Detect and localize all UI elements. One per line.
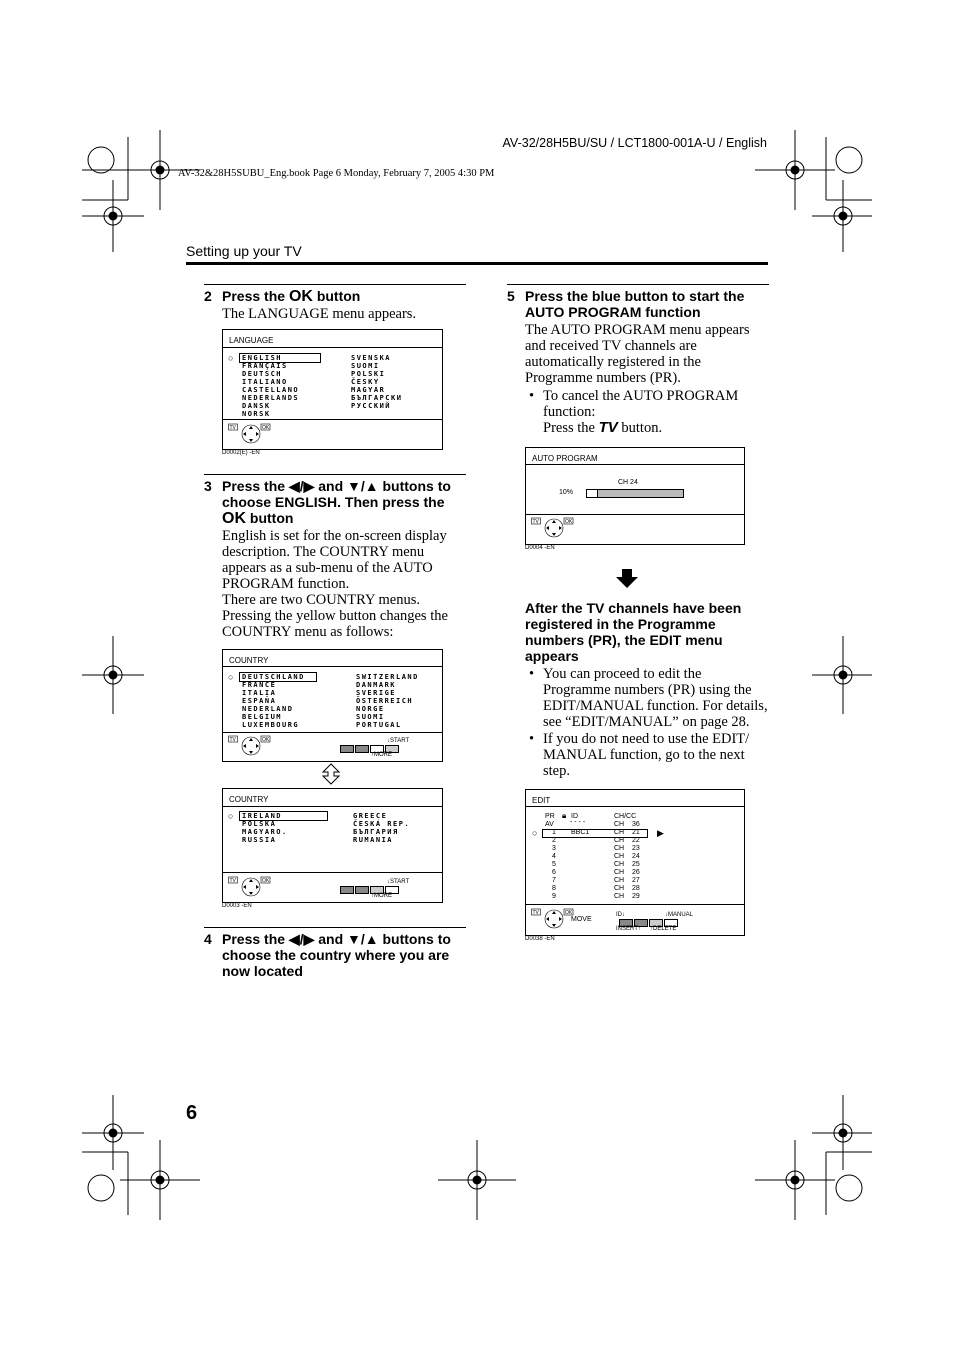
body-line: You can proceed to edit the	[543, 666, 702, 682]
step3-heading-line: choose ENGLISH. Then press the	[222, 494, 445, 510]
after-bullet-2	[543, 731, 749, 779]
step2-heading-post: button	[316, 288, 361, 304]
row-pr: 4	[552, 853, 556, 860]
step3-heading-post: button	[249, 510, 294, 526]
pointer-icon: ○	[228, 811, 234, 821]
step2-body: The LANGUAGE menu appears.	[222, 306, 417, 322]
menu-item: FRANCE	[242, 681, 277, 689]
step4-number: 4	[204, 931, 212, 947]
divider	[223, 732, 442, 733]
after-heading-line: numbers (PR), the EDIT menu	[525, 632, 723, 648]
section-title: Setting up your TV	[186, 243, 302, 259]
screen-title: AUTO PROGRAM	[532, 454, 598, 463]
bullet-dot: •	[529, 666, 535, 682]
pointer-icon: ○	[532, 828, 538, 838]
up-down-toggle-icon	[321, 763, 341, 785]
press-pre: Press the	[543, 420, 595, 436]
menu-item: DEUTSCHLAND	[242, 673, 305, 681]
bullet-dot: •	[529, 388, 535, 404]
svg-text:OK: OK	[565, 910, 573, 916]
step5-body	[525, 322, 749, 386]
body-line: Pressing the yellow button changes the	[222, 608, 448, 624]
remote-nav-icon	[228, 423, 274, 445]
chcc-header: CH/CC	[614, 813, 637, 820]
av-label: AV	[545, 821, 554, 828]
row-num: 27	[632, 877, 640, 884]
section-rule	[186, 262, 768, 265]
step2-heading-pre: Press the	[222, 288, 286, 304]
menu-item: POLSKA	[242, 820, 277, 828]
menu-item: DANSK	[242, 402, 271, 410]
after-bullet-1	[543, 666, 768, 730]
menu-item: NORGE	[356, 705, 385, 713]
av-number: 36	[632, 821, 640, 828]
id-header: ID	[571, 813, 578, 820]
svg-text:TV: TV	[532, 519, 539, 525]
language-list-col2	[351, 354, 402, 410]
step5-heading	[525, 288, 770, 320]
step2-number: 2	[204, 288, 212, 304]
menu-item: DEUTSCH	[242, 370, 283, 378]
row-num: 24	[632, 853, 640, 860]
row-pr: 1	[552, 829, 556, 836]
svg-text:OK: OK	[262, 737, 270, 743]
divider	[526, 904, 744, 905]
menu-item: РУССКИЙ	[351, 402, 392, 410]
screen-title: COUNTRY	[229, 656, 269, 665]
row-ch: CH	[614, 861, 625, 868]
table-row	[526, 861, 744, 869]
body-line: EDIT/MANUAL function. For details,	[543, 698, 768, 714]
row-pr: 7	[552, 877, 556, 884]
after-heading-line: registered in the Programme	[525, 616, 716, 632]
step3-number: 3	[204, 478, 212, 494]
body-line: The AUTO PROGRAM menu appears	[525, 322, 750, 338]
body-line: see “EDIT/MANUAL” on page 28.	[543, 714, 750, 730]
row-ch: CH	[614, 869, 625, 876]
body-line: To cancel the AUTO PROGRAM	[543, 388, 739, 404]
table-row	[526, 869, 744, 877]
body-line: and received TV channels are	[525, 338, 697, 354]
svg-text:TV: TV	[229, 737, 236, 743]
menu-item: ITALIANO	[242, 378, 288, 386]
menu-item: DANMARK	[356, 681, 397, 689]
row-num: 21	[632, 829, 640, 836]
down-arrow-icon	[616, 569, 638, 589]
row-ch: CH	[614, 893, 625, 900]
body-line: English is set for the on-screen display	[222, 528, 447, 544]
more-label: ↑MORE	[371, 752, 392, 758]
remote-nav-icon	[228, 876, 274, 898]
body-line: Programme numbers (PR).	[525, 370, 681, 386]
step5-heading-line: AUTO PROGRAM function	[525, 304, 701, 320]
svg-text:TV: TV	[229, 878, 236, 884]
menu-item: БЪЛГАРСКИ	[351, 394, 403, 402]
row-num: 28	[632, 885, 640, 892]
menu-item: MAGYARO.	[242, 828, 288, 836]
step4-rule	[204, 927, 466, 928]
country-list-col1	[242, 812, 288, 844]
table-row	[526, 837, 744, 845]
body-line: step.	[543, 763, 570, 779]
divider	[526, 464, 744, 465]
menu-item: FRANÇAIS	[242, 362, 288, 370]
row-ch: CH	[614, 845, 625, 852]
svg-text:OK: OK	[262, 425, 270, 431]
step3-heading-line: Press the ◀/▶ and ▼/▲ buttons to	[222, 478, 451, 494]
step5-rule	[507, 284, 769, 285]
figure-caption: D0038 -EN	[525, 936, 555, 942]
move-label: MOVE	[571, 916, 592, 923]
body-line: COUNTRY menu as follows:	[222, 624, 394, 640]
body-line: automatically registered in the	[525, 354, 701, 370]
row-num: 26	[632, 869, 640, 876]
step3-heading	[222, 478, 472, 527]
menu-item: ČESKY	[351, 378, 380, 386]
menu-item: ÖSTERREICH	[356, 697, 414, 705]
row-id: BBC1	[571, 829, 590, 836]
menu-item: ESPAÑA	[242, 697, 277, 705]
svg-text:OK: OK	[565, 519, 573, 525]
menu-item: SWITZERLAND	[356, 673, 419, 681]
screen-title: LANGUAGE	[229, 336, 274, 345]
ok-button-label: OK	[222, 510, 246, 527]
divider	[223, 347, 442, 348]
body-line: function:	[543, 404, 596, 420]
body-line: description. The COUNTRY menu	[222, 544, 425, 560]
divider	[526, 514, 744, 515]
step4-heading	[222, 931, 472, 979]
row-num: 23	[632, 845, 640, 852]
divider	[223, 666, 442, 667]
row-num: 22	[632, 837, 640, 844]
id-dashes: - - - -	[570, 819, 586, 826]
document-code: AV-32/28H5BU/SU / LCT1800-001A-U / English	[502, 136, 767, 150]
book-info-line: AV-32&28H5SUBU_Eng.book Page 6 Monday, February 7, 2005 4:30 PM	[178, 168, 495, 179]
tv-button-label: TV	[598, 419, 618, 436]
more-label: ↑MORE	[371, 893, 392, 899]
progress-bar-fill	[587, 490, 598, 497]
table-row	[526, 853, 744, 861]
menu-item: NEDERLAND	[242, 705, 294, 713]
body-line: If you do not need to use the EDIT/	[543, 731, 750, 747]
step4-heading-line: now located	[222, 963, 303, 979]
table-row	[526, 885, 744, 893]
language-menu-screen	[222, 329, 443, 450]
step5-number: 5	[507, 288, 515, 304]
step3-rule	[204, 474, 466, 475]
menu-item: LUXEMBOURG	[242, 721, 300, 729]
manual-label: ↓MANUAL	[665, 912, 694, 918]
country-list-col2	[353, 812, 410, 844]
step3-body	[222, 528, 448, 640]
body-line: PROGRAM function.	[222, 576, 350, 592]
country-menu-screen-2	[222, 788, 443, 903]
pr-header: PR	[545, 813, 555, 820]
insert-label: INSERT↑	[616, 926, 641, 932]
progress-percent: 10%	[559, 489, 574, 496]
progress-bar	[586, 489, 684, 498]
lock-icon: 🔒︎	[562, 811, 567, 820]
country-menu-screen-1	[222, 649, 443, 762]
menu-item: NORSK	[242, 410, 271, 418]
row-ch: CH	[614, 829, 625, 836]
menu-item: NEDERLANDS	[242, 394, 300, 402]
id-button-label: ID↓	[616, 912, 625, 918]
divider	[223, 872, 442, 873]
screen-title: EDIT	[532, 796, 551, 805]
after-heading	[525, 600, 770, 664]
country-list-col2	[356, 673, 419, 729]
screen-title: COUNTRY	[229, 795, 269, 804]
language-list-col1	[242, 354, 299, 418]
row-num: 25	[632, 861, 640, 868]
menu-item: SVENSKA	[351, 354, 392, 362]
start-label: ↓START	[387, 738, 410, 744]
after-heading-line: appears	[525, 648, 579, 664]
right-arrow-icon: ▶	[657, 828, 664, 838]
body-line: appears as a sub-menu of the AUTO	[222, 560, 433, 576]
row-pr: 3	[552, 845, 556, 852]
body-line: MANUAL function, go to the next	[543, 747, 745, 763]
step5-bullet	[543, 388, 738, 436]
svg-text:TV: TV	[229, 425, 236, 431]
remote-nav-icon	[531, 517, 577, 539]
row-pr: 9	[552, 893, 556, 900]
body-line: Programme numbers (PR) using the	[543, 682, 752, 698]
bullet-dot: •	[529, 731, 535, 747]
row-ch: CH	[614, 877, 625, 884]
body-line: There are two COUNTRY menus.	[222, 592, 420, 608]
edit-menu-screen	[525, 789, 745, 936]
row-ch: CH	[614, 837, 625, 844]
start-label: ↓START	[387, 879, 410, 885]
row-ch: CH	[614, 853, 625, 860]
page-number: 6	[186, 1102, 198, 1124]
menu-item: GREECE	[353, 812, 388, 820]
menu-item: MAGYAR	[351, 386, 386, 394]
figure-caption: D0002(E) -EN	[222, 450, 260, 456]
auto-program-screen	[525, 447, 745, 545]
row-pr: 2	[552, 837, 556, 844]
table-row	[526, 845, 744, 853]
ok-button-label: OK	[288, 288, 313, 305]
step2-heading	[222, 288, 360, 305]
menu-item: RUMANIA	[353, 836, 394, 844]
remote-nav-icon	[228, 735, 274, 757]
divider	[223, 806, 442, 807]
pointer-icon: ○	[228, 672, 234, 682]
menu-item: PORTUGAL	[356, 721, 402, 729]
row-num: 29	[632, 893, 640, 900]
menu-item: CASTELLANO	[242, 386, 300, 394]
row-pr: 5	[552, 861, 556, 868]
menu-item: ČESKÁ REP.	[353, 820, 411, 828]
channel-readout: CH 24	[618, 479, 638, 486]
menu-item: SUOMI	[356, 713, 385, 721]
divider	[223, 419, 442, 420]
menu-item: БЪЛГАРИЯ	[353, 828, 399, 836]
menu-item: ENGLISH	[242, 354, 283, 362]
row-pr: 8	[552, 885, 556, 892]
table-row	[526, 829, 744, 837]
row-ch: CH	[614, 885, 625, 892]
row-pr: 6	[552, 869, 556, 876]
step4-heading-line: Press the ◀/▶ and ▼/▲ buttons to	[222, 931, 451, 947]
press-post: button.	[621, 420, 663, 436]
svg-text:TV: TV	[532, 910, 539, 916]
menu-item: RUSSIA	[242, 836, 277, 844]
table-row	[526, 893, 744, 901]
pointer-icon: ○	[228, 353, 234, 363]
figure-caption: D0004 -EN	[525, 545, 555, 551]
menu-item: ITALIA	[242, 689, 277, 697]
menu-item: BELGIUM	[242, 713, 283, 721]
country-list-col1	[242, 673, 305, 729]
av-ch: CH	[614, 821, 625, 828]
delete-label: ↑DELETE	[650, 926, 677, 932]
step2-rule	[204, 284, 466, 285]
divider	[526, 806, 744, 807]
step4-heading-line: choose the country where you are	[222, 947, 450, 963]
step5-heading-line: Press the blue button to start the	[525, 288, 745, 304]
menu-item: SUOMI	[351, 362, 380, 370]
menu-item: POLSKI	[351, 370, 386, 378]
after-heading-line: After the TV channels have been	[525, 600, 742, 616]
menu-item: SVERIGE	[356, 689, 397, 697]
menu-item: IRELAND	[242, 812, 283, 820]
svg-text:OK: OK	[262, 878, 270, 884]
figure-caption: D0003 -EN	[222, 903, 252, 909]
table-row	[526, 877, 744, 885]
